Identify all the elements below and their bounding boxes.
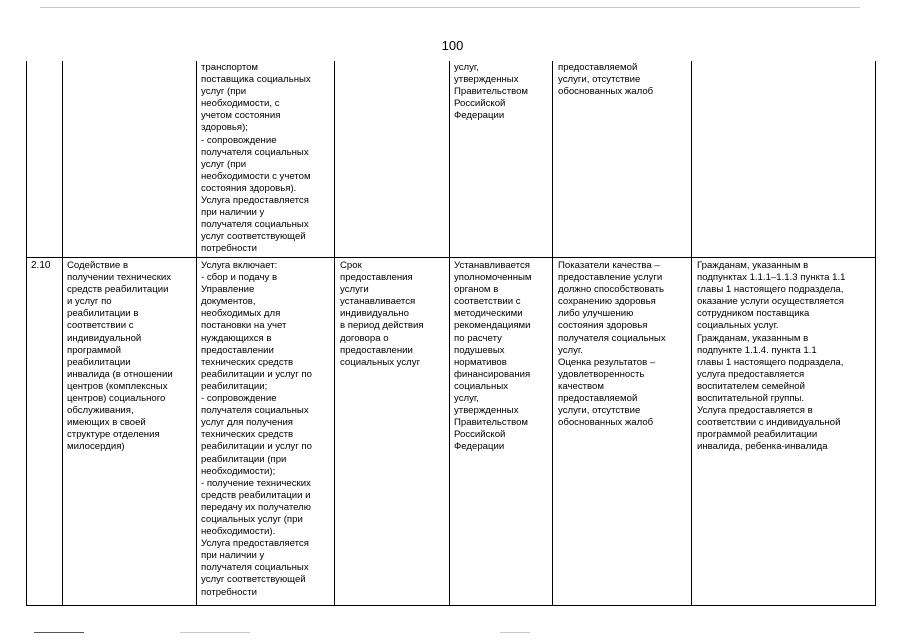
service-term-cell: Срок предоставления услуги устанавливается индивидуально в период действия договора о предоставлении социальных услуг xyxy=(340,260,424,368)
continued-quality-cell: предоставляемой услуги, отсутствие обоснованных жалоб xyxy=(558,62,654,98)
scan-artifact-bottom-1 xyxy=(34,632,84,633)
col-divider-6 xyxy=(691,61,692,605)
service-description-cell: Услуга включает: - сбор и подачу в Управление документов, необходимых для постановки на учет нуждающихся в предоставлении технических средств реабилитации и услуг по реабилитации; - сопровождение получателя социальных услуг для получения технических средств реабилитации и услуг по реабилитации (при необходимости); - получение технических средств реабилитации и передачу их получателю социальных услуг (при необходимости). Услуга предоставляется при наличии у получателя социальных услуг соответствующей потребности xyxy=(201,260,312,598)
scan-artifact-bottom-2 xyxy=(180,632,250,633)
row-divider xyxy=(27,257,875,258)
col-divider-3 xyxy=(334,61,335,605)
continued-description-cell: транспортом поставщика социальных услуг (при необходимости, с учетом состояния здоровья); - сопровождение получателя социальных услуг (при необходимости с учетом состояния здоровья). Услуга предоставляется при наличии у получателя социальных услуг соответствующей потребности xyxy=(201,62,311,255)
col-divider-4 xyxy=(449,61,450,605)
scan-artifact-top xyxy=(40,7,860,8)
col-divider-2 xyxy=(196,61,197,605)
page-number: 100 xyxy=(441,38,464,53)
service-conditions-cell: Гражданам, указанным в подпунктах 1.1.1–1.1.3 пункта 1.1 главы 1 настоящего подраздела, оказание услуги осуществляется сотрудником поставщика социальных услуг. Гражданам, указанным в подпункте 1.1.4. пункта 1.1 главы 1 настоящего подраздела, услуга предоставляется воспитателем семейной воспитательной группы. Услуга предоставляется в соответствии с индивидуальной программой реабилитации инвалида, ребенка-инвалида xyxy=(697,260,846,453)
col-divider-1 xyxy=(62,61,63,605)
services-table xyxy=(26,61,876,606)
scan-artifact-bottom-3 xyxy=(500,632,530,633)
service-quality-cell: Показатели качества – предоставление услуги должно способствовать сохранению здоровья либо улучшению состояния здоровья получателя социальных услуг. Оценка результатов – удовлетворенность качеством предоставляемой услуги, отсутствие обоснованных жалоб xyxy=(558,260,666,429)
col-divider-5 xyxy=(552,61,553,605)
service-name-cell: Содействие в получении технических средств реабилитации и услуг по реабилитации в соответствии с индивидуальной программой реабилитации инвалида (в отношении центров (комплексных центров) социального обслуживания, имеющих в своей структуре отделения милосердия) xyxy=(67,260,173,453)
service-norm-cell: Устанавливается уполномоченным органом в соответствии с методическими рекомендациями по расчету подушевых нормативов финансирования социальных услуг, утвержденных Правительством Российской Федерации xyxy=(454,260,532,453)
row-number-cell: 2.10 xyxy=(31,260,51,271)
continued-norm-cell: услуг, утвержденных Правительством Российской Федерации xyxy=(454,62,529,122)
